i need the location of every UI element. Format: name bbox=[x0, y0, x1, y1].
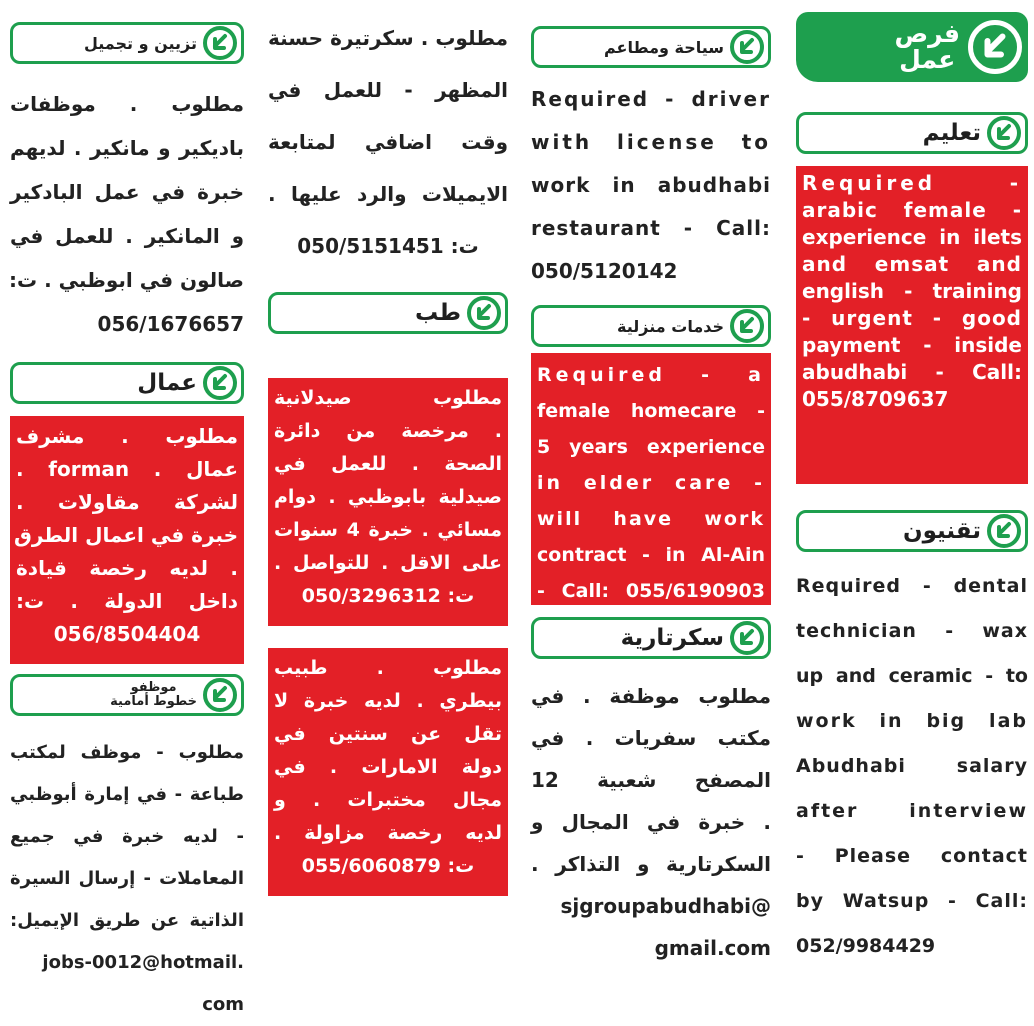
ad-text-line: after interview bbox=[796, 800, 1028, 822]
ad-text-line: باديكير و مانكير . لديهم bbox=[10, 136, 244, 160]
ad-home-services bbox=[531, 353, 771, 605]
ad-text-line: دولة الامارات . في bbox=[274, 756, 502, 778]
ad-text-line: Required - driver bbox=[531, 87, 771, 111]
ad-text-line: صيدلية بابوظبي . دوام bbox=[274, 486, 502, 508]
ad-workers bbox=[10, 416, 244, 664]
ad-text-line: و المانكير . للعمل في bbox=[10, 224, 244, 248]
ad-text-line: تقل عن سنتين في bbox=[274, 723, 502, 745]
ad-text-line: سكرتارية bbox=[620, 625, 724, 651]
column-4 bbox=[10, 0, 244, 1026]
front-line-title bbox=[110, 681, 197, 709]
circle-arrow-logo-icon bbox=[203, 26, 237, 60]
ad-text-line: abudhabi - Call: bbox=[802, 360, 1022, 384]
ad-text-line: 056/1676657 bbox=[97, 312, 244, 336]
ad-text-line: موظفو bbox=[130, 680, 177, 695]
ad-text-line: arabic female - bbox=[802, 198, 1022, 222]
circle-arrow-logo-icon bbox=[730, 621, 764, 655]
ad-text-line: داخل الدولة . ت: bbox=[16, 589, 238, 613]
ad-text-line: Required - dental bbox=[796, 575, 1028, 597]
ad-text-line: السكرتارية و التذاكر . bbox=[531, 852, 771, 876]
ad-text-line: 5 years experience bbox=[537, 436, 765, 458]
ad-text-line: sjgroupabudhabi@ bbox=[560, 894, 771, 918]
ad-text-line: - Call: 055/6190903 bbox=[537, 580, 765, 602]
ad-text-line: female homecare - bbox=[537, 400, 765, 422]
ad-text-line: عمال bbox=[137, 370, 197, 396]
circle-arrow-logo-icon bbox=[203, 366, 237, 400]
ad-text-line: مطلوب صيدلانية bbox=[274, 387, 502, 409]
ad-text-line: 055/8709637 bbox=[802, 387, 949, 411]
ad-text-line: restaurant - Call: bbox=[531, 216, 771, 240]
ad-text-line: Abudhabi salary bbox=[796, 755, 1028, 777]
ad-text-line: الذاتية عن طريق الإيميل: bbox=[10, 910, 244, 931]
ad-text-line: مطلوب . طبيب bbox=[274, 657, 502, 679]
ad-text-line: مطلوب . سكرتيرة حسنة bbox=[268, 26, 508, 50]
ad-text-line: jobs-0012@hotmail. bbox=[42, 952, 244, 973]
section-header-home-services bbox=[531, 305, 771, 347]
ad-beauty bbox=[10, 82, 244, 346]
ad-text-line: لشركة مقاولات . bbox=[16, 490, 238, 514]
ad-text-line: . خبرة في المجال و bbox=[531, 810, 771, 834]
ad-tourism bbox=[531, 78, 771, 293]
ad-text-line: technician - wax bbox=[796, 620, 1028, 642]
circle-arrow-logo-icon bbox=[730, 309, 764, 343]
ad-text-line: خطوط أمامية bbox=[110, 694, 197, 709]
circle-arrow-logo-icon bbox=[467, 296, 501, 330]
column-3 bbox=[268, 0, 508, 896]
ad-text-line: صالون في ابوظبي . ت: bbox=[9, 268, 244, 292]
ad-secretary-attractive bbox=[268, 12, 508, 272]
ad-text-line: with license to bbox=[531, 130, 771, 154]
section-header-tourism bbox=[531, 26, 771, 68]
ad-text-line: . لديه رخصة قيادة bbox=[16, 556, 238, 580]
column-1 bbox=[796, 0, 1028, 969]
main-header bbox=[796, 12, 1028, 82]
ad-text-line: خبرة في عمل البادكير bbox=[10, 180, 244, 204]
section-header-technicians bbox=[796, 510, 1028, 552]
ad-text-line: payment - inside bbox=[802, 333, 1022, 357]
circle-arrow-logo-icon bbox=[730, 30, 764, 64]
ad-text-line: وقت اضافي لمتابعة bbox=[268, 130, 508, 154]
ad-text-line: المظهر - للعمل في bbox=[268, 78, 508, 102]
ad-text-line: مطلوب . مشرف bbox=[16, 424, 238, 448]
circle-arrow-logo-icon bbox=[968, 20, 1022, 74]
ad-text-line: - Please contact bbox=[796, 845, 1028, 867]
ad-front-line bbox=[10, 732, 244, 1026]
ad-veterinarian bbox=[268, 648, 508, 896]
ad-text-line: will have work bbox=[537, 508, 765, 530]
ad-text-line: طب bbox=[414, 300, 461, 326]
ad-text-line: ت: 050/3296312 bbox=[301, 585, 475, 607]
ad-text-line: in elder care - bbox=[537, 472, 765, 494]
main-header-title bbox=[894, 21, 960, 73]
ad-text-line: عمل bbox=[899, 45, 956, 74]
ad-text-line: المصفح شعبية 12 bbox=[531, 768, 771, 792]
ad-text-line: up and ceramic - to bbox=[796, 665, 1028, 687]
ad-text-line: gmail.com bbox=[654, 936, 771, 960]
ad-text-line: by Watsup - Call: bbox=[796, 890, 1028, 912]
ad-text-line: contract - in Al-Ain bbox=[537, 544, 765, 566]
ad-text-line: Required - a bbox=[537, 364, 765, 386]
ad-text-line: مكتب سفريات . في bbox=[531, 726, 771, 750]
ad-text-line: ت: 055/6060879 bbox=[301, 855, 475, 877]
ad-text-line: مطلوب . موظفات bbox=[10, 92, 244, 116]
ad-text-line: تزيين و تجميل bbox=[83, 33, 197, 53]
ad-text-line: بيطري . لديه خبرة لا bbox=[274, 690, 502, 712]
ad-text-line: ت: 050/5151451 bbox=[297, 234, 479, 258]
section-header-secretary bbox=[531, 617, 771, 659]
ad-text-line: com bbox=[202, 994, 244, 1015]
ad-text-line: خدمات منزلية bbox=[617, 316, 724, 336]
ad-teaching bbox=[796, 166, 1028, 484]
ad-text-line: فرص bbox=[894, 19, 960, 48]
ad-text-line: تقنيون bbox=[902, 518, 981, 544]
circle-arrow-logo-icon bbox=[987, 514, 1021, 548]
ad-text-line: طباعة - في إمارة أبوظبي bbox=[10, 784, 244, 805]
ad-text-line: experience in ilets bbox=[802, 225, 1022, 249]
ad-text-line: خبرة في اعمال الطرق bbox=[13, 523, 238, 547]
section-header-medicine bbox=[268, 292, 508, 334]
ad-text-line: المعاملات - إرسال السيرة bbox=[10, 868, 244, 889]
ad-text-line: مسائي . خبرة 4 سنوات bbox=[274, 519, 502, 541]
ad-text-line: 050/5120142 bbox=[531, 259, 678, 283]
ad-text-line: الصحة . للعمل في bbox=[274, 453, 502, 475]
ad-text-line: مجال مختبرات . و bbox=[274, 789, 502, 811]
ad-text-line: Required - bbox=[802, 171, 1022, 195]
section-header-beauty bbox=[10, 22, 244, 64]
ad-text-line: سياحة ومطاعم bbox=[604, 37, 724, 57]
circle-arrow-logo-icon bbox=[203, 678, 237, 712]
ad-text-line: لديه رخصة مزاولة . bbox=[274, 822, 502, 844]
ad-text-line: work in abudhabi bbox=[531, 173, 771, 197]
ad-text-line: عمال . forman . bbox=[16, 457, 238, 481]
ad-text-line: على الاقل . للتواصل . bbox=[274, 552, 502, 574]
ad-text-line: . مرخصة من دائرة bbox=[274, 420, 502, 442]
section-header-front-line bbox=[10, 674, 244, 716]
ad-technicians bbox=[796, 564, 1028, 969]
ad-secretary bbox=[531, 675, 771, 969]
section-header-teaching bbox=[796, 112, 1028, 154]
ad-text-line: 052/9984429 bbox=[796, 935, 936, 957]
ad-text-line: مطلوب موظفة . في bbox=[531, 684, 771, 708]
ad-text-line: مطلوب - موظف لمكتب bbox=[10, 742, 244, 763]
ad-text-line: 056/8504404 bbox=[53, 622, 201, 646]
circle-arrow-logo-icon bbox=[987, 116, 1021, 150]
column-2 bbox=[531, 0, 771, 969]
ad-text-line: - urgent - good bbox=[802, 306, 1022, 330]
ad-text-line: and emsat and bbox=[802, 252, 1022, 276]
ad-pharmacist bbox=[268, 378, 508, 626]
ad-text-line: english - training bbox=[802, 279, 1022, 303]
ad-text-line: الايميلات والرد عليها . bbox=[268, 182, 508, 206]
ad-text-line: work in big lab bbox=[796, 710, 1028, 732]
ad-text-line: تعليم bbox=[922, 120, 981, 146]
ad-text-line: - لديه خبرة في جميع bbox=[10, 826, 244, 847]
section-header-workers bbox=[10, 362, 244, 404]
